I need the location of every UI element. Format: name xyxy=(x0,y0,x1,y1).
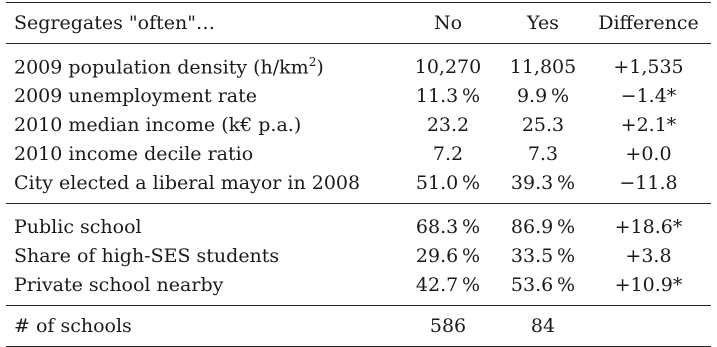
table-row xyxy=(6,270,711,306)
cell-yes: 9.9 % xyxy=(516,84,570,107)
table-row xyxy=(6,241,711,270)
cell-no: 10,270 xyxy=(414,55,482,78)
footer-row xyxy=(6,306,711,347)
table-row xyxy=(6,168,711,204)
cell-no: 29.6 % xyxy=(415,244,481,267)
table-row xyxy=(6,81,711,110)
cell-difference: +3.8 xyxy=(625,244,672,267)
cell-difference: +1,535 xyxy=(613,55,684,78)
header-yes: Yes xyxy=(527,12,559,34)
cell-difference: +18.6* xyxy=(614,215,683,238)
cell-no: 68.3 % xyxy=(415,215,481,238)
cell-yes: 53.6 % xyxy=(510,273,576,296)
footer-yes: 84 xyxy=(530,315,556,337)
cell-yes: 33.5 % xyxy=(510,244,576,267)
table-row xyxy=(6,110,711,139)
cell-yes: 25.3 xyxy=(521,113,565,136)
row-label: Public school xyxy=(14,215,142,238)
block-footer xyxy=(6,306,711,347)
row-label: City elected a liberal mayor in 2008 xyxy=(14,171,361,194)
row-label: 2010 income decile ratio xyxy=(14,142,254,165)
row-label: Private school nearby xyxy=(14,273,224,296)
footer-difference xyxy=(586,306,711,347)
comparison-table xyxy=(6,2,711,347)
row-label: 2010 median income (k€ p.a.) xyxy=(14,113,302,136)
cell-difference: +10.9* xyxy=(614,273,683,296)
cell-no: 7.2 xyxy=(432,142,464,165)
header-label: Segregates "often"… xyxy=(14,12,215,34)
block-school xyxy=(6,204,711,306)
cell-yes: 11,805 xyxy=(509,55,577,78)
row-label: 2009 unemployment rate xyxy=(14,84,258,107)
row-label: Share of high-SES students xyxy=(14,244,280,267)
cell-difference: −1.4* xyxy=(620,84,677,107)
comparison-table-container xyxy=(6,2,711,347)
header-no: No xyxy=(433,12,463,34)
cell-yes: 39.3 % xyxy=(510,171,576,194)
cell-difference: −11.8 xyxy=(619,171,678,194)
cell-no: 42.7 % xyxy=(415,273,481,296)
header-difference: Difference xyxy=(598,12,699,34)
cell-yes: 7.3 xyxy=(527,142,559,165)
cell-no: 11.3 % xyxy=(415,84,481,107)
row-label: 2009 population density $(h/km^2)$ xyxy=(14,54,324,79)
cell-difference: +2.1* xyxy=(620,113,677,136)
table-row xyxy=(6,204,711,242)
table-row xyxy=(6,139,711,168)
cell-no: 23.2 xyxy=(426,113,470,136)
cell-difference: +0.0 xyxy=(625,142,672,165)
footer-label: # of schools xyxy=(14,315,132,337)
block-city xyxy=(6,44,711,204)
footer-no: 586 xyxy=(429,315,467,337)
table-row xyxy=(6,44,711,82)
header-row xyxy=(6,3,711,44)
cell-no: 51.0 % xyxy=(415,171,481,194)
cell-yes: 86.9 % xyxy=(510,215,576,238)
